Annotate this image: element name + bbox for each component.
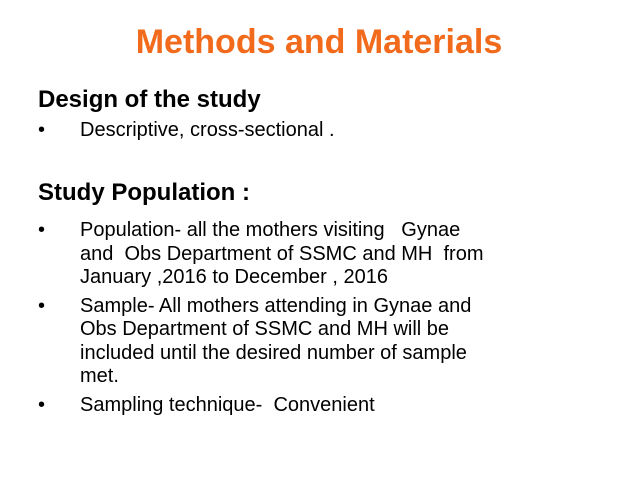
- bullet-item: [38, 119, 598, 143]
- bullet-item: [38, 219, 598, 290]
- section-heading-population: Study Population :: [38, 179, 250, 206]
- bullet-icon: •: [38, 294, 46, 317]
- design-bullet-list: [38, 119, 598, 148]
- bullet-icon: •: [38, 219, 46, 241]
- section-heading-design: Design of the study: [38, 86, 261, 113]
- bullet-text: Descriptive, cross-sectional .: [80, 119, 335, 141]
- population-bullet-list: [38, 219, 598, 422]
- bullet-text: Sample- All mothers attending in Gynae and Obs Department of SSMC and MH will be included until the desired number of sample met.: [80, 294, 472, 387]
- bullet-item: [38, 295, 598, 389]
- bullet-icon: •: [38, 119, 46, 141]
- bullet-item: [38, 394, 598, 418]
- bullet-icon: •: [38, 393, 46, 416]
- slide-title: Methods and Materials: [135, 23, 503, 61]
- bullet-text: Population- all the mothers visiting Gynae and Obs Department of SSMC and MH from January ,2016 to December , 2016: [80, 219, 484, 288]
- bullet-text: Sampling technique- Convenient: [80, 393, 375, 416]
